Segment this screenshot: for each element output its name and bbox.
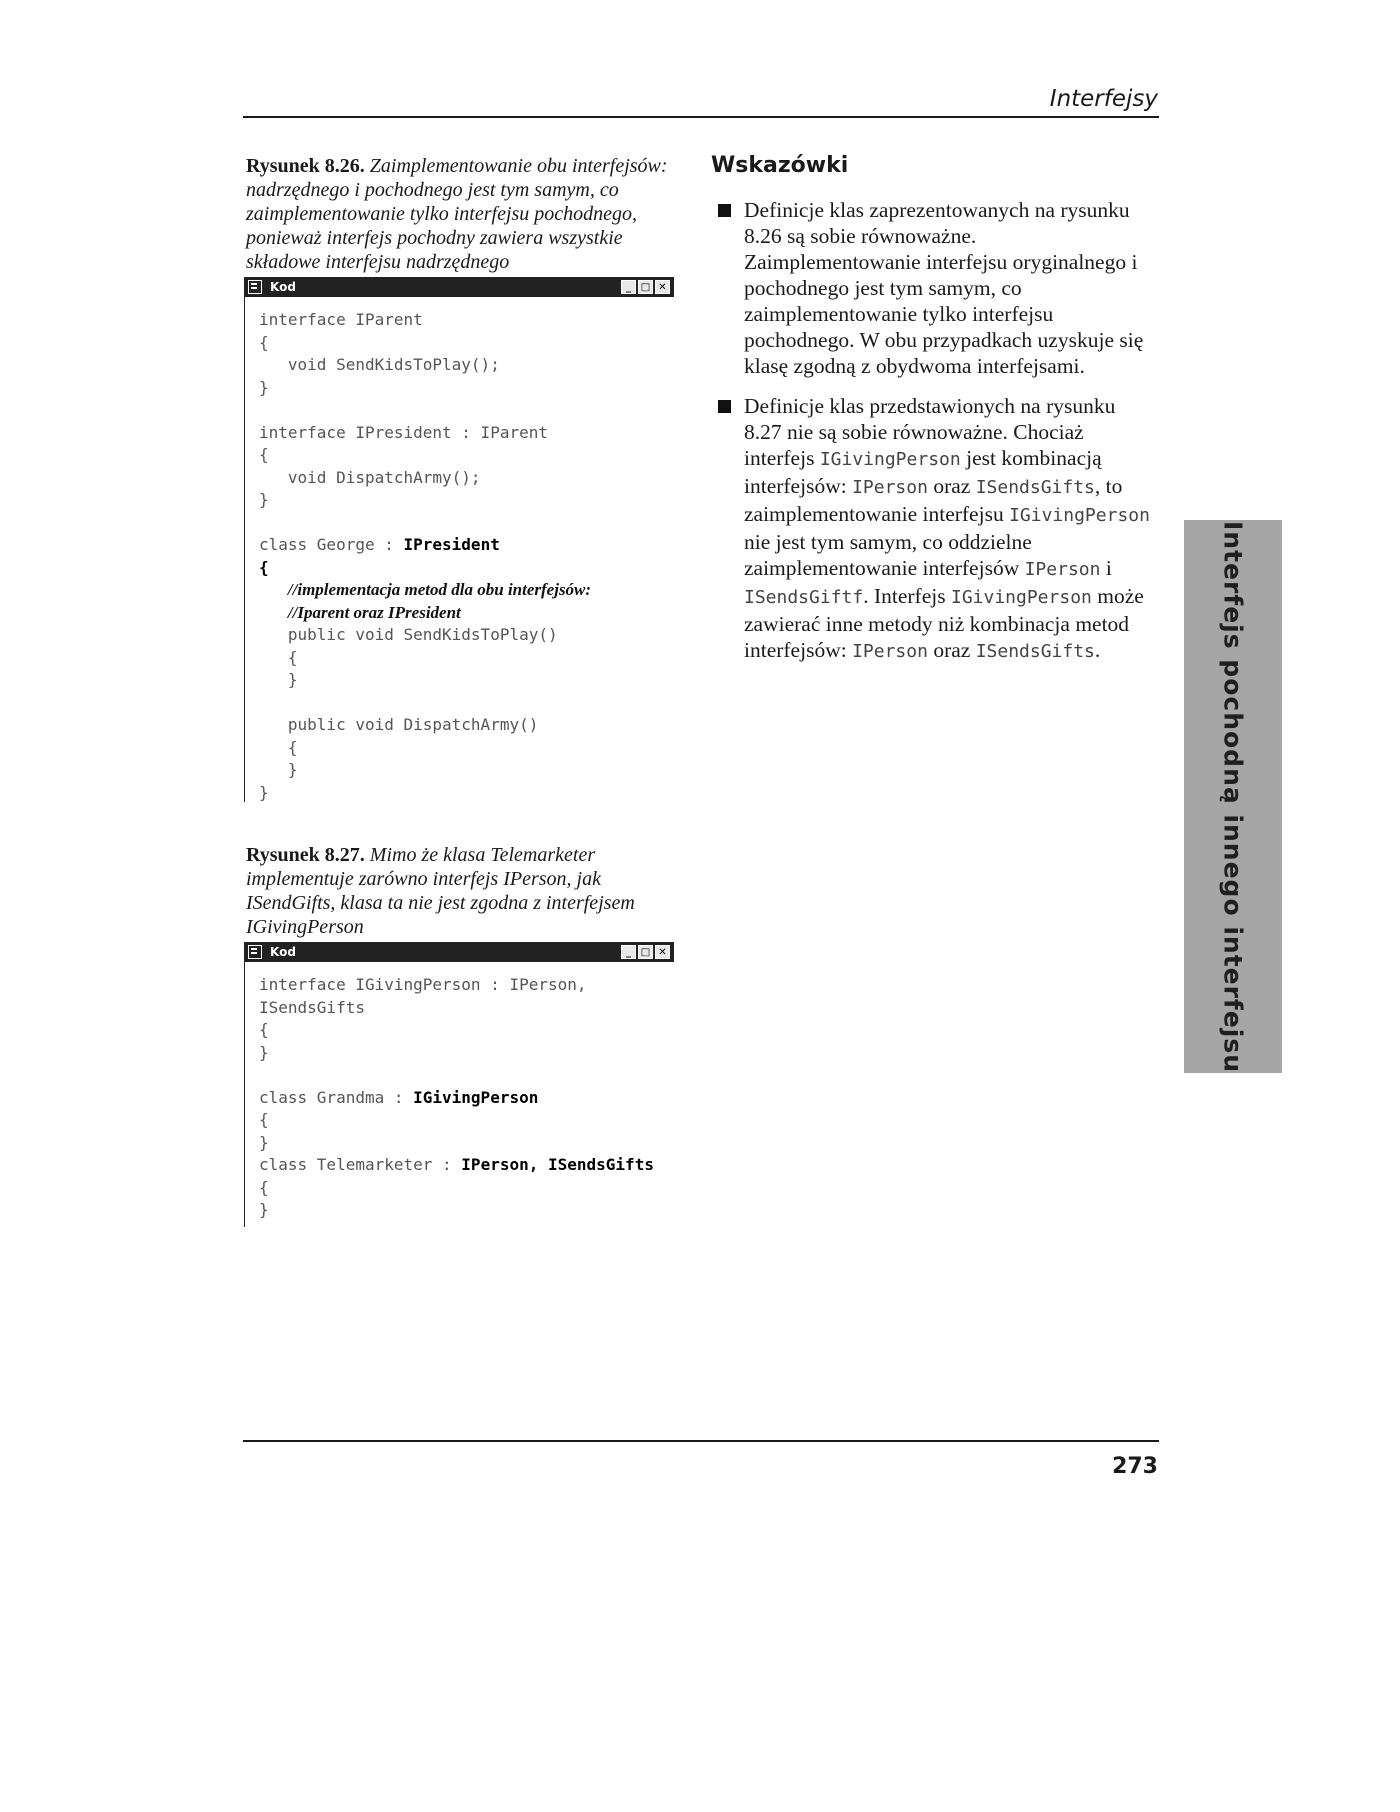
code-line: {: [259, 737, 298, 757]
figure-caption-2: [246, 843, 676, 939]
inline-code: ISendsGiftf: [744, 587, 864, 608]
tip-item: [718, 393, 1158, 665]
tip-text: jest kombinacją interfejsów:: [744, 446, 1102, 498]
code-line: {: [259, 1177, 269, 1197]
code-line: void DispatchArmy();: [259, 467, 481, 487]
code-listing: [245, 962, 674, 1222]
tip-text: Definicje klas przedstawionych na rysunku 8.27 nie są sobie równoważne. Chociaż interfejs: [744, 394, 1116, 470]
window-title: Kod: [270, 280, 296, 294]
tips-list: [718, 197, 1158, 679]
tip-text: Definicje klas zaprezentowanych na rysunku 8.26 są sobie równoważne. Zaimplementowanie interfejsu oryginalnego i pochodnego jest tym samym, co zaimplementowanie tylko interfejsu pochodnego. W obu przypadkach uzyskuje się klasę zgodną z obydwoma interfejsami.: [744, 198, 1144, 378]
code-line: {: [259, 445, 269, 464]
tip-text: .: [1094, 638, 1101, 662]
code-line: }: [259, 490, 269, 509]
code-line: class George :: [259, 535, 404, 554]
inline-code: IGivingPerson: [819, 449, 961, 470]
window-app-icon: [248, 280, 262, 294]
inline-code: IGivingPerson: [1009, 505, 1150, 526]
tip-text: , to zaimplementowanie interfejsu: [744, 474, 1123, 526]
code-line: class Grandma :: [259, 1087, 414, 1107]
inline-code: IPerson: [1024, 559, 1101, 580]
code-line: class Telemarketer :: [259, 1155, 462, 1174]
maximize-icon[interactable]: □: [638, 280, 653, 294]
close-icon[interactable]: ✕: [655, 280, 670, 294]
code-line: }: [259, 782, 269, 802]
code-line: {: [259, 1020, 269, 1039]
tip-item: [718, 197, 1158, 379]
code-line: public void DispatchArmy(): [259, 715, 539, 734]
window-app-icon: [248, 945, 262, 959]
inline-code: IGivingPerson: [950, 587, 1092, 608]
caption-label: Rysunek 8.27.: [246, 844, 365, 866]
code-line: }: [259, 1132, 269, 1152]
code-line: ISendsGifts: [259, 997, 365, 1017]
inline-code: IPerson: [852, 477, 928, 498]
tip-text: i: [1100, 556, 1112, 580]
code-line: void SendKidsToPlay();: [259, 355, 500, 374]
tips-heading: Wskazówki: [711, 153, 849, 178]
running-header: Interfejsy: [1049, 86, 1158, 112]
code-line: interface IPresident : IParent: [259, 422, 548, 442]
tip-text: nie jest tym samym, co oddzielne zaimplementowanie interfejsów: [744, 530, 1032, 580]
code-window-titlebar: [244, 942, 674, 962]
tip-text: oraz: [927, 474, 976, 498]
inline-code: ISendsGifts: [975, 641, 1095, 662]
code-line: interface IGivingPerson : IPerson,: [259, 975, 587, 994]
code-line: }: [259, 1042, 269, 1062]
tip-text: oraz: [927, 638, 976, 662]
minimize-icon[interactable]: _: [621, 945, 636, 959]
code-line: public void SendKidsToPlay(): [259, 625, 558, 644]
footer-rule: [243, 1440, 1159, 1442]
code-line: {: [259, 647, 298, 667]
code-line: {: [259, 332, 269, 352]
minimize-icon[interactable]: _: [621, 280, 636, 294]
code-line: {: [259, 557, 269, 577]
code-line: }: [259, 1200, 269, 1219]
tip-text: może zawierać inne metody niż kombinacja metod interfejsów:: [744, 584, 1144, 662]
caption-label: Rysunek 8.26.: [246, 155, 365, 177]
code-line: }: [259, 670, 298, 689]
code-keyword: IPresident: [403, 535, 500, 554]
code-line: }: [259, 377, 269, 397]
chapter-side-tab: [1184, 520, 1282, 1073]
code-comment: //implementacja metod dla obu interfejsów:: [287, 580, 592, 599]
code-block-2: [244, 962, 674, 1227]
caption-text: Mimo że klasa Telemarketer implementuje zarówno interfejs IPerson, jak ISendGifts, klasa ta nie jest zgodna z interfejsem IGivingPerson: [246, 844, 635, 938]
inline-code: ISendsGifts: [975, 477, 1095, 498]
window-title: Kod: [270, 945, 296, 959]
inline-code: IPerson: [852, 641, 928, 662]
header-rule: [243, 116, 1159, 118]
tip-text: . Interfejs: [863, 584, 951, 608]
maximize-icon[interactable]: □: [638, 945, 653, 959]
caption-text: Zaimplementowanie obu interfejsów: nadrzędnego i pochodnego jest tym samym, co zaimplementowanie tylko interfejsu pochodnego, ponieważ interfejs pochodny zawiera wszystkie składowe interfejsu nadrzędnego: [246, 155, 668, 273]
code-keyword: IGivingPerson: [413, 1087, 539, 1107]
page-number: 273: [1112, 1454, 1158, 1479]
code-keyword: IPerson, ISendsGifts: [461, 1155, 654, 1174]
code-line: interface IParent: [259, 310, 423, 329]
code-window-titlebar: [244, 277, 674, 297]
code-line: {: [259, 1110, 269, 1129]
code-comment: //Iparent oraz IPresident: [287, 602, 461, 622]
code-listing: [245, 297, 674, 804]
bullet-icon: [718, 204, 731, 217]
figure-caption-1: [246, 154, 676, 274]
close-icon[interactable]: ✕: [655, 945, 670, 959]
code-line: }: [259, 760, 298, 779]
bullet-icon: [718, 400, 731, 413]
side-tab-label: Interfejs pochodną innego interfejsu: [1218, 520, 1248, 1073]
code-block-1: [244, 297, 674, 802]
